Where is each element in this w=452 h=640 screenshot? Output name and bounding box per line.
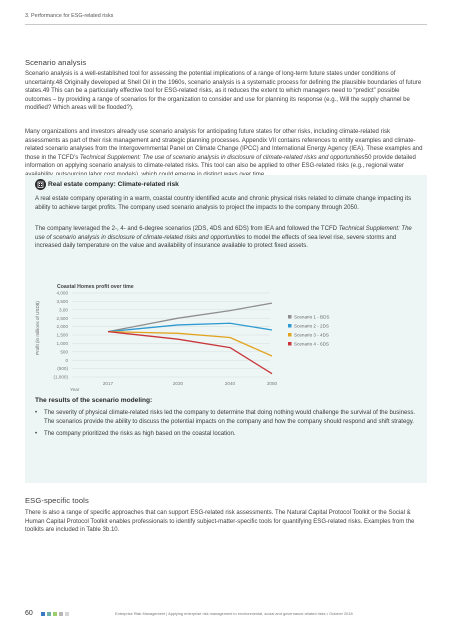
chart-legend-label: Scenario 3 - 4DS [294,332,329,338]
chart-series-line [108,332,272,374]
chart-legend-label: Scenario 2 - 2DS [294,323,329,329]
chart-legend-label: Scenario 4 - 6DS [294,341,329,347]
chart-y-tick-label: 2,500 [56,315,68,321]
chart-y-axis-label: Profit (in millions of USD$) [35,301,40,355]
page-footer [25,610,427,620]
chart-legend-swatch [288,315,292,319]
chart-x-tick-label: 2050 [266,381,278,386]
chart-legend-swatch [288,333,292,337]
chart-series-line [108,332,272,356]
chart-legend-swatch [288,342,292,346]
chart-y-tick-label: 0 [65,357,68,363]
chart-y-tick-label: 3,00 [59,307,68,313]
chart-x-tick-label: 2030 [172,381,184,386]
chart-legend-swatch [288,324,292,328]
chart-y-tick-label: 1,000 [56,341,68,346]
chart-x-tick-label: 2017 [102,381,114,386]
chart-y-tick-label: (1,000) [53,374,68,380]
footer-square [47,612,51,616]
section-header: 3. Performance for ESG-related risks [25,13,114,19]
chart-y-tick-label: 3,500 [56,299,68,304]
chart-series-line [108,303,272,332]
chart-x-axis-label: Year [70,387,80,392]
chart-y-tick-label: (500) [57,366,68,372]
chart-y-tick-label: 2,000 [56,324,68,330]
page-number: 60 [25,610,33,617]
chart-y-tick-label: 1,500 [56,332,68,338]
outcome-bullet: • The company prioritized the risks as high based on the coastal location. [35,430,420,439]
footer-square [65,612,69,616]
outcomes-list [35,409,420,443]
outcome-bullet: • The severity of physical climate-related risks led the company to determine that doing nothing would challenge the survival of the business. The scenarios provide the ability to discuss the potential impacts on the company and how the company should respond and shift strategy. [35,409,420,426]
chart-title: Coastal Homes profit over time [57,284,134,290]
chart-x-tick-label: 2040 [224,381,236,386]
scenario-paragraph-1: Scenario analysis is a well-established tool for assessing the potential implications of a range of long-term future states under conditions of uncertainty.48 Originally developed at Shell Oil in the 1960s, scenario analysis is a systematic process for defining the plausible boundaries of future states.49 This can be a particularly effective tool for ESG-related risks, as it reduces the extent to which managers need to “predict” possible outcomes – by providing a range of scenarios for the organization to consider and use for planning its response (e.g., Will the supply channel be modified? Which areas will be flooded?). [25,71,422,112]
chart-legend-label: Scenario 1 - BDS [294,314,330,320]
footer-text: Enterprise Risk Management | Applying enterprise risk management to environmental, social and governance-related risks • October 2018 [115,611,353,616]
chart-y-tick-label: 4,000 [56,290,68,296]
footer-square [53,612,57,616]
outcomes-heading: The results of the scenario modeling: [35,397,153,404]
case-paragraph-1: A real estate company operating in a warm, coastal country identified acute and chronic physical risks related to climate change impacting its ability to achieve target profits. The company used scenario analysis to project the impacts to the company through 2050. [35,196,412,211]
esg-tools-heading: ESG-specific tools [25,496,89,505]
case-study-title: Real estate company: Climate-related risk [48,181,179,188]
scenario-paragraph-2: Many organizations and investors already use scenario analysis for anticipating future states for other risks, including climate-related risk assessments as part of their risk management and strategic planning processes. Appendix VII contains references to entity examples and climate-related scenario analyses from the Intergovernmental Panel on Climate Change (IPCC) and International Energy Agency (IEA). These examples and those in the TCFD’s Technical Supplement: The use of scenario analysis in disclosure of climate-related risks and opportunities50 provide detailed information on applying scenario analysis to climate-related risks. This tool can also be applied to other ESG-related risks (e.g., regional water [25,129,423,170]
esg-tools-paragraph: There is also a range of specific approaches that can support ESG-related risk assessments. The Natural Capital Protocol Toolkit or the Social & Human Capital Protocol Toolkit enables professionals to identify subject-matter-specific tools for quantifying ESG-related risks. Examples from the toolkits are included in Table 3b.10. [25,510,415,534]
scenario-heading: Scenario analysis [25,58,87,67]
chart-y-tick-label: 500 [60,349,68,355]
footer-square [59,612,63,616]
footer-square [41,612,45,616]
case-paragraph-2: The company leveraged the 2-, 4- and 6-degree scenarios (2DS, 4DS and 6DS) from IEA and followed the TCFD Technical Supplement: The use of scenario analysis in disclosure of climate-related risks and opportunities to model the effects of sea level rise, severe storms and increased daily temperature on the value and availability of insurance available to protect fixed assets. [35,226,412,250]
